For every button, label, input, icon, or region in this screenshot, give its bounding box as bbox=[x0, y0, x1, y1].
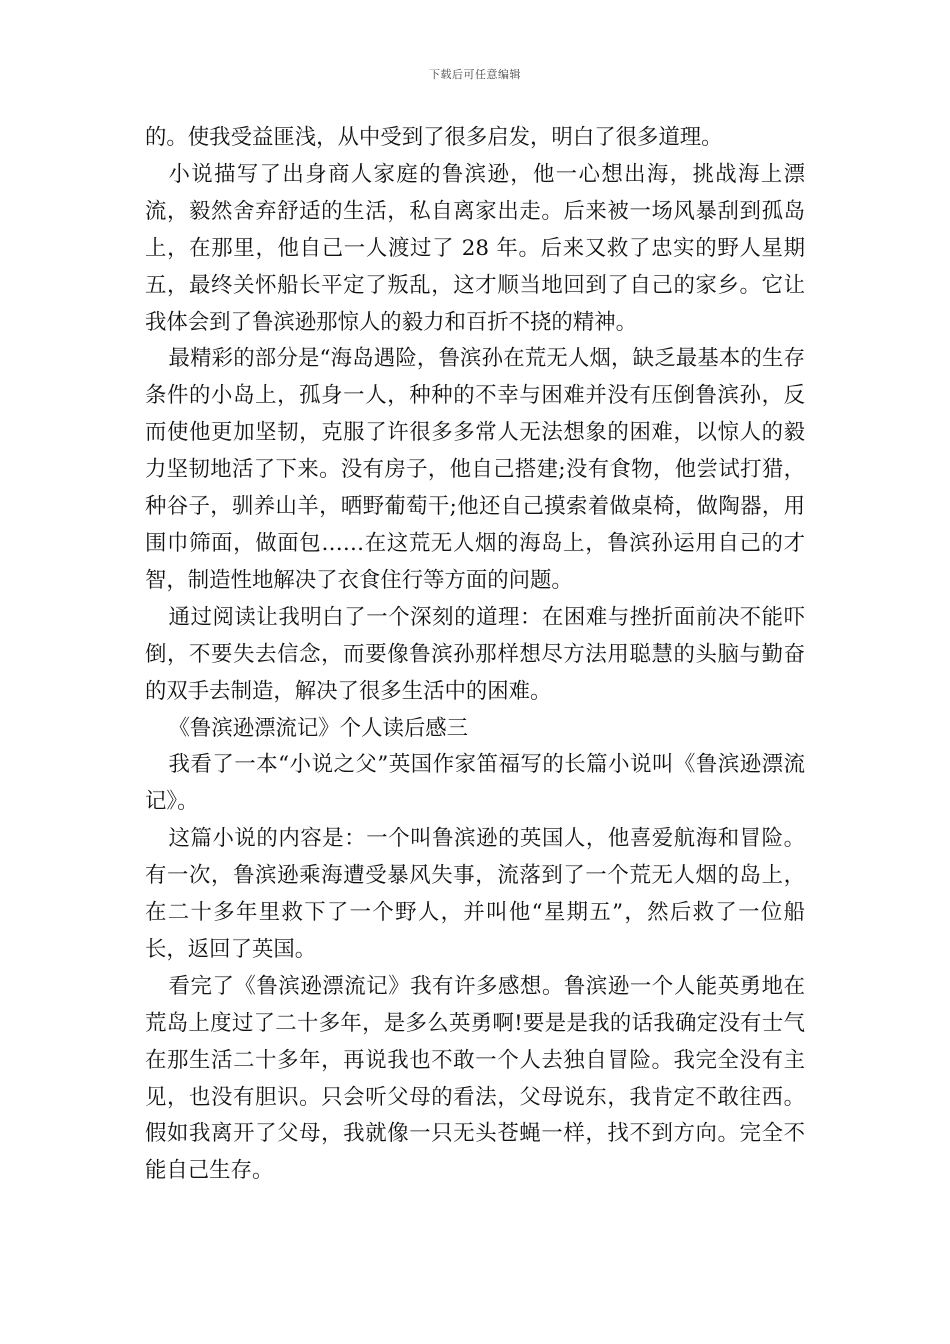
page-header: 下载后可任意编辑 bbox=[429, 68, 521, 81]
paragraph-7: 看完了《鲁滨逊漂流记》我有许多感想。鲁滨逊一个人能英勇地在荒岛上度过了二十多年，是多么英勇啊!要是是我的话我确定没有士气在那生活二十多年，再说我也不敢一个人去独自冒险。我完全没有主见，也没有胆识。只会听父母的看法，父母说东，我肯定不敢往西。假如我离开了父母，我就像一只无头苍蝇一样，找不到方向。完全不能自己生存。 bbox=[145, 973, 805, 1184]
paragraph-1: 的。使我受益匪浅，从中受到了很多启发，明白了很多道理。 bbox=[145, 125, 723, 150]
paragraph-2: 小说描写了出身商人家庭的鲁滨逊，他一心想出海，挑战海上漂流，毅然舍弃舒适的生活，私自离家出走。后来被一场风暴刮到孤岛上，在那里，他自己一人渡过了 28 年。后来又救了忠实的野人星期五，最终关怀船长平定了叛乱，这才顺当地回到了自己的家乡。它让我体会到了鲁滨逊那惊人的毅力和百折不挠的精神。 bbox=[145, 161, 805, 335]
paragraph-3: 最精彩的部分是“海岛遇险，鲁滨孙在荒无人烟，缺乏最基本的生存条件的小岛上，孤身一人，种种的不幸与困难并没有压倒鲁滨孙，反而使他更加坚韧，克服了许很多多常人无法想象的困难，以惊人的毅力坚韧地活了下来。没有房子，他自己搭建;没有食物，他尝试打猎，种谷子，驯养山羊，晒野葡萄干;他还自己摸索着做桌椅，做陶器，用围巾筛面，做面包……在这荒无人烟的海岛上，鲁滨孙运用自己的才智，制造性地解决了衣食住行等方面的问题。 bbox=[145, 346, 805, 593]
paragraph-6: 这篇小说的内容是：一个叫鲁滨逊的英国人，他喜爱航海和冒险。有一次，鲁滨逊乘海遭受暴风失事，流落到了一个荒无人烟的岛上，在二十多年里救下了一个野人，并叫他“星期五”，然后救了一位船长，返回了英国。 bbox=[145, 826, 805, 962]
section-heading: 《鲁滨逊漂流记》个人读后感三 bbox=[168, 715, 469, 741]
document-body bbox=[145, 120, 805, 1190]
paragraph-4: 通过阅读让我明白了一个深刻的道理：在困难与挫折面前决不能吓倒，不要失去信念，而要像鲁滨孙那样想尽方法用聪慧的头脑与勤奋的双手去制造，解决了很多生活中的困难。 bbox=[145, 604, 805, 704]
paragraph-5: 我看了一本“小说之父”英国作家笛福写的长篇小说叫《鲁滨逊漂流记》。 bbox=[145, 752, 805, 815]
